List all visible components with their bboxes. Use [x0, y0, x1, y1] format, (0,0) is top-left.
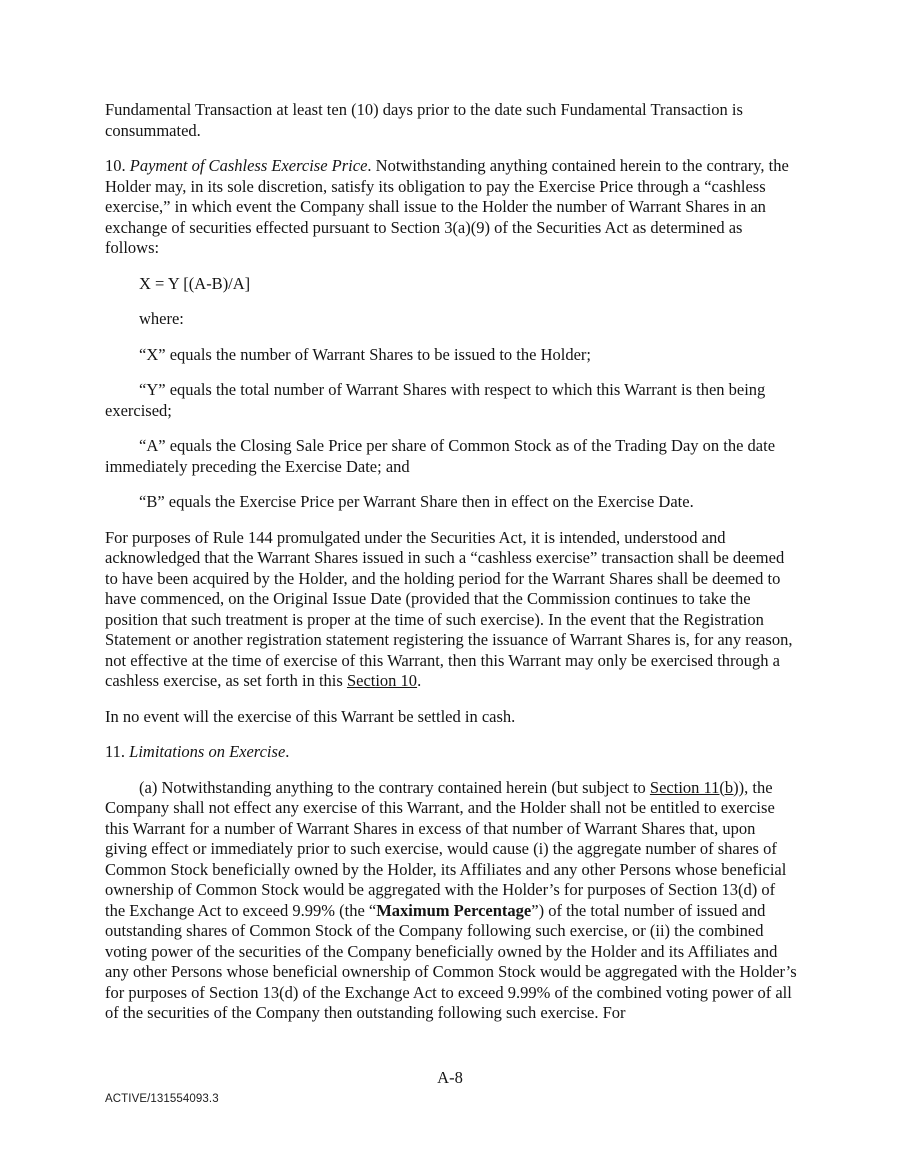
paragraph-11a-maximum-percentage [105, 778, 798, 1024]
text-run-normal: Fundamental Transaction at least ten (10) days prior to the date such Fundamental Transaction is consummated. [105, 100, 743, 140]
paragraph-fundamental-transaction-continuation [105, 100, 798, 141]
text-run-underline: Section 10 [346, 671, 418, 690]
text-run-italic: Payment of Cashless Exercise Price [129, 156, 368, 175]
text-run-normal: For purposes of Rule 144 promulgated under the Securities Act, it is intended, understood and acknowledged that the Warrant Shares issued in such a “cashless exercise” transaction shall be deemed to have been acquired by the Holder, and the holding period for the Warrant Shares shall be deemed to have commenced, on the Original Issue Date (provided that the Commission continues to take the position that such treatment is proper at the time of such exercise). In the event that the Registration Statement or another registration statement registering the issuance of Warrant Shares is, for any reason, not effective at the time of exercise of this Warrant, then this Warrant may only be exercised through a cashless exercise, as set forth in this [105, 527, 793, 690]
text-run-normal: where: [139, 309, 184, 328]
text-run-normal: “Y” equals the total number of Warrant Shares with respect to which this Warrant is then being exercised; [105, 380, 766, 420]
definition-a [105, 436, 798, 477]
definition-y [105, 380, 798, 421]
text-run-normal: “B” equals the Exercise Price per Warrant Share then in effect on the Exercise Date. [139, 492, 694, 511]
text-run-normal: In no event will the exercise of this Warrant be settled in cash. [105, 706, 516, 726]
paragraph-10-payment-of-cashless-exercise-price [105, 156, 798, 259]
paragraph-no-cash-settlement [105, 707, 798, 728]
text-run-normal: 11. [105, 742, 130, 761]
formula-cashless-exercise [105, 274, 798, 295]
text-run-underline: Section 11(b) [649, 777, 739, 797]
definition-b [105, 492, 798, 513]
definition-x [105, 345, 798, 366]
text-run-normal: 10. [105, 156, 130, 175]
paragraph-where [105, 309, 798, 330]
document-body [105, 100, 798, 1039]
text-run-normal: “X” equals the number of Warrant Shares to be issued to the Holder; [139, 344, 591, 364]
text-run-normal: “A” equals the Closing Sale Price per share of Common Stock as of the Trading Day on the date immediately preceding the Exercise Date; and [105, 436, 776, 476]
heading-11-limitations-on-exercise [105, 742, 798, 763]
paragraph-rule-144 [105, 528, 798, 692]
text-run-normal: ”) of the total number of issued and outstanding shares of Common Stock of the Company following such exercise, or (ii) the combined voting power of the securities of the Company beneficially owned by the Holder and its Affiliates and any other Persons whose beneficial ownership of Common Stock would be aggregated with the Holder’s for purposes of Section 13(d) of the Exchange Act to exceed 9.99% of the combined voting power of all of the securities of the Company then outstanding following such exercise. For [105, 900, 797, 1022]
text-run-italic: Limitations on Exercise [129, 742, 286, 761]
text-run-normal: . [417, 671, 422, 690]
document-id-stamp: ACTIVE/131554093.3 [105, 1093, 219, 1105]
text-run-normal: (a) Notwithstanding anything to the contrary contained herein (but subject to [139, 777, 650, 797]
text-run-bold: Maximum Percentage [376, 900, 532, 920]
text-run-normal: ), the Company shall not effect any exercise of this Warrant, and the Holder shall not be entitled to exercise this Warrant for a number of Warrant Shares in excess of that number of Warrant Shares that, upon giving effect or immediately prior to such exercise, would cause (i) the aggregate number of shares of Common Stock beneficially owned by the Holder, its Affiliates and any other Persons whose beneficial ownership of Common Stock would be aggregated with the Holder’s for purposes of Section 13(d) of the Exchange Act to exceed 9.99% (the “ [105, 777, 787, 920]
text-run-normal: . Notwithstanding anything contained herein to the contrary, the Holder may, in its sole discretion, satisfy its obligation to pay the Exercise Price through a “cashless exercise,” in which event the Company shall issue to the Holder the number of Warrant Shares in an exchange of securities effected pursuant to Section 3(a)(9) of the Securities Act as determined as follows: [105, 156, 789, 257]
text-run-normal: . [285, 742, 290, 761]
page-number: A-8 [437, 1068, 463, 1087]
text-run-normal: X = Y [(A-B)/A] [139, 273, 251, 293]
